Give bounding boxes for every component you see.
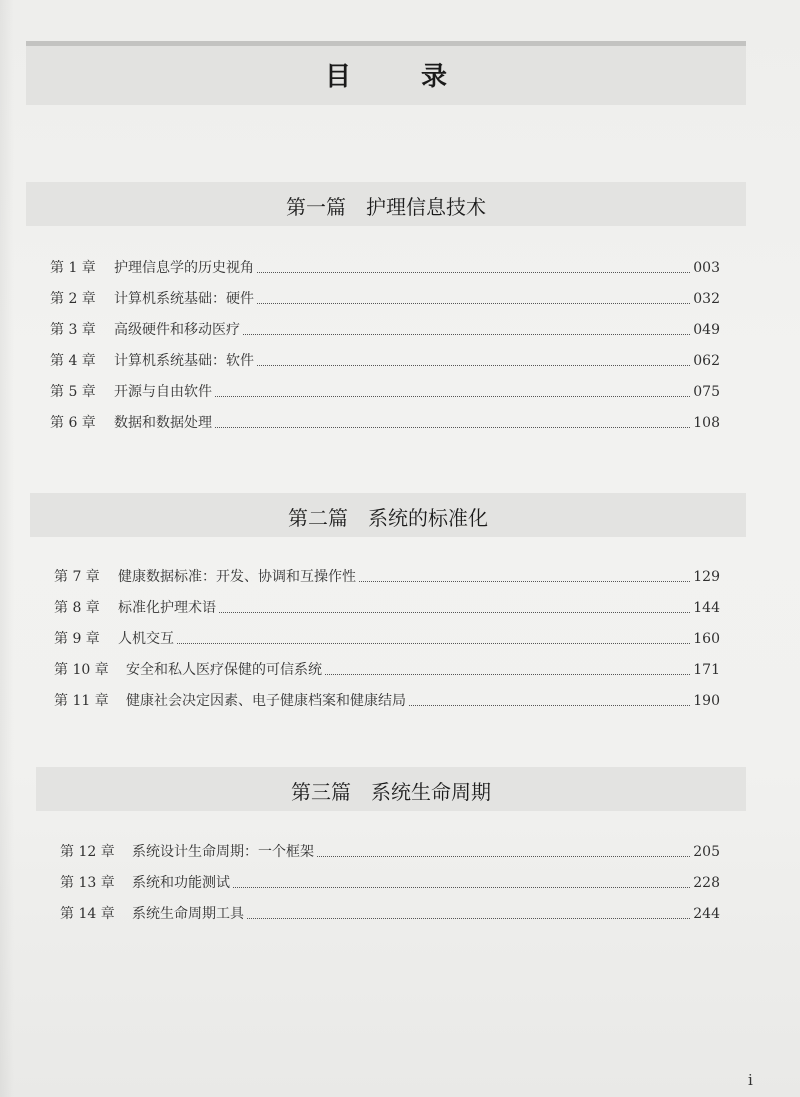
chapter-number: 第 13 章 [60, 875, 115, 891]
page-number: 062 [693, 353, 720, 369]
chapter-entry[interactable] [60, 892, 720, 923]
chapter-title: 系统生命周期工具 [132, 906, 244, 922]
chapter-entry[interactable] [54, 648, 720, 679]
chapter-title: 计算机系统基础：软件 [114, 353, 254, 369]
chapter-number: 第 5 章 [50, 384, 96, 400]
dot-leader [215, 426, 690, 428]
chapter-entry[interactable] [54, 617, 720, 648]
chapter-title: 数据和数据处理 [114, 415, 212, 431]
chapter-entry[interactable] [50, 277, 720, 308]
chapter-title: 健康数据标准：开发、协调和互操作性 [118, 569, 356, 585]
chapter-number: 第 1 章 [50, 260, 96, 276]
part-heading-band [36, 767, 746, 811]
chapter-entry[interactable] [54, 555, 720, 586]
dot-leader [247, 917, 690, 919]
chapter-entry[interactable] [50, 246, 720, 277]
chapter-title: 系统设计生命周期：一个框架 [132, 844, 314, 860]
page-folio: i [748, 1071, 753, 1089]
dot-leader [409, 704, 690, 706]
chapter-title: 人机交互 [118, 631, 174, 647]
page-number: 244 [693, 906, 720, 922]
chapter-title: 护理信息学的历史视角 [114, 260, 254, 276]
dot-leader [359, 580, 690, 582]
part-heading: 第一篇 护理信息技术 [286, 195, 486, 219]
chapter-entry[interactable] [60, 830, 720, 861]
dot-leader [243, 333, 690, 335]
page-number: 190 [693, 693, 720, 709]
chapter-number: 第 6 章 [50, 415, 96, 431]
dot-leader [257, 302, 690, 304]
chapter-number: 第 8 章 [54, 600, 100, 616]
dot-leader [219, 611, 690, 613]
chapter-entry[interactable] [50, 308, 720, 339]
dot-leader [233, 886, 690, 888]
chapter-number: 第 12 章 [60, 844, 115, 860]
dot-leader [257, 271, 690, 273]
chapter-entry[interactable] [50, 401, 720, 432]
page-number: 205 [693, 844, 720, 860]
chapter-title: 健康社会决定因素、电子健康档案和健康结局 [126, 693, 406, 709]
part-heading: 第二篇 系统的标准化 [288, 506, 488, 530]
dot-leader [317, 855, 690, 857]
page-number: 032 [693, 291, 720, 307]
page-edge-shadow [0, 0, 14, 1097]
chapter-title: 系统和功能测试 [132, 875, 230, 891]
chapter-entry[interactable] [50, 339, 720, 370]
chapter-list [54, 555, 720, 710]
page-number: 171 [693, 662, 720, 678]
page-number: 144 [693, 600, 720, 616]
chapter-number: 第 3 章 [50, 322, 96, 338]
dot-leader [257, 364, 690, 366]
chapter-title: 标准化护理术语 [118, 600, 216, 616]
chapter-list [60, 830, 720, 923]
part-heading-band [30, 493, 746, 537]
chapter-entry[interactable] [60, 861, 720, 892]
chapter-number: 第 9 章 [54, 631, 100, 647]
page-number: 160 [693, 631, 720, 647]
title-band [26, 41, 746, 105]
page-number: 003 [693, 260, 720, 276]
chapter-number: 第 10 章 [54, 662, 109, 678]
chapter-entry[interactable] [54, 586, 720, 617]
chapter-entry[interactable] [54, 679, 720, 710]
page-number: 049 [693, 322, 720, 338]
chapter-number: 第 4 章 [50, 353, 96, 369]
chapter-title: 计算机系统基础：硬件 [114, 291, 254, 307]
dot-leader [177, 642, 690, 644]
chapter-number: 第 14 章 [60, 906, 115, 922]
part-heading-band [26, 182, 746, 226]
chapter-number: 第 7 章 [54, 569, 100, 585]
page-number: 129 [693, 569, 720, 585]
page-number: 228 [693, 875, 720, 891]
chapter-list [50, 246, 720, 432]
page-title: 目 录 [324, 62, 469, 92]
page-number: 108 [693, 415, 720, 431]
part-heading: 第三篇 系统生命周期 [291, 780, 491, 804]
chapter-entry[interactable] [50, 370, 720, 401]
chapter-title: 安全和私人医疗保健的可信系统 [126, 662, 322, 678]
chapter-number: 第 11 章 [54, 693, 109, 709]
dot-leader [325, 673, 690, 675]
chapter-title: 开源与自由软件 [114, 384, 212, 400]
dot-leader [215, 395, 690, 397]
page-number: 075 [693, 384, 720, 400]
chapter-title: 高级硬件和移动医疗 [114, 322, 240, 338]
chapter-number: 第 2 章 [50, 291, 96, 307]
